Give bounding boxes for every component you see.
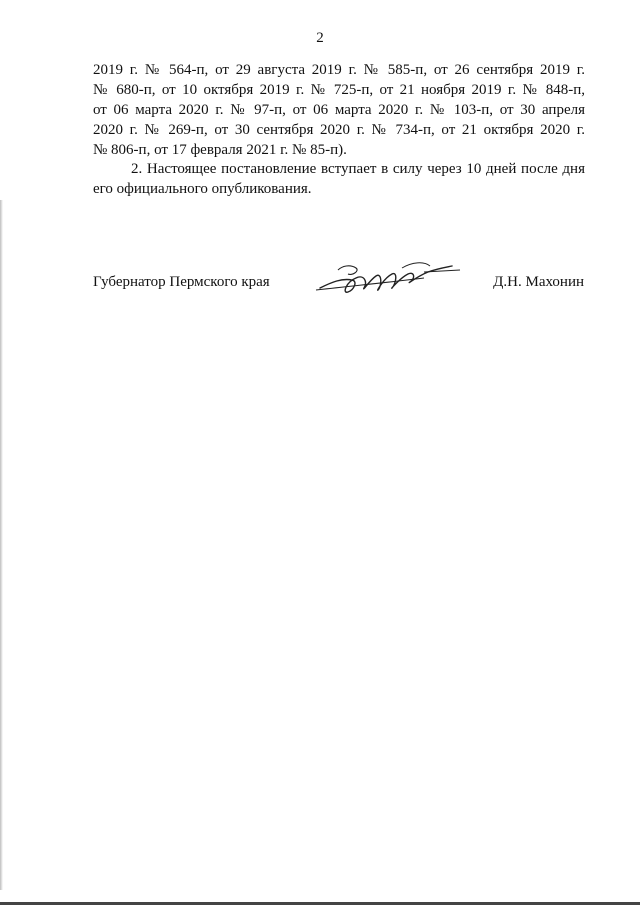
paragraph-2-line-2: его официального опубликования. (93, 181, 312, 197)
signer-name: Д.Н. Махонин (493, 274, 584, 290)
paragraph-1-line-2: № 680-п, от 10 октября 2019 г. № 725-п, от 21 ноября 2019 г. № 848-п, (93, 82, 585, 98)
paragraph-1-line-4: 2020 г. № 269-п, от 30 сентября 2020 г. № 734-п, от 21 октября 2020 г. (93, 122, 585, 138)
paragraph-1-line-1: 2019 г. № 564-п, от 29 августа 2019 г. № 585-п, от 26 сентября 2019 г. (93, 62, 585, 78)
page-number: 2 (316, 30, 324, 46)
paragraph-1-line-5: № 806-п, от 17 февраля 2021 г. № 85-п). (93, 142, 347, 158)
paragraph-2-line-1: 2. Настоящее постановление вступает в силу через 10 дней после дня (131, 161, 585, 177)
signer-position: Губернатор Пермского края (93, 274, 270, 290)
scan-edge-left (0, 200, 3, 890)
paragraph-1-line-3: от 06 марта 2020 г. № 97-п, от 06 марта 2020 г. № 103-п, от 30 апреля (93, 102, 585, 118)
handwritten-signature (312, 252, 462, 302)
